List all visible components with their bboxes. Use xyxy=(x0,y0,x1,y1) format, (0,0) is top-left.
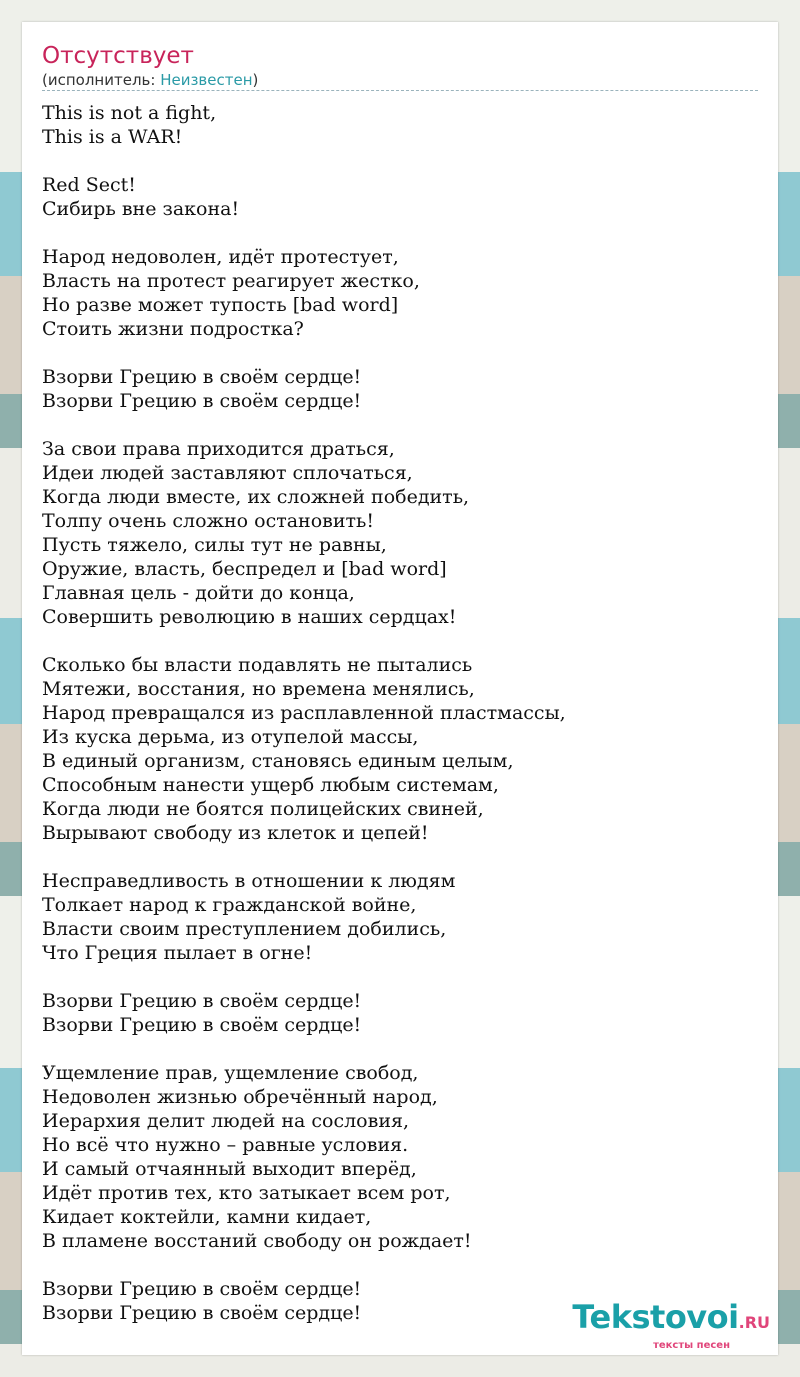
lyrics-line: Сколько бы власти подавлять не пытались xyxy=(42,654,473,676)
lyrics-stanza xyxy=(42,101,566,149)
lyrics-line: Совершить революцию в наших сердцах! xyxy=(42,606,457,628)
lyrics-line: Из куска дерьма, из отупелой массы, xyxy=(42,726,419,748)
logo-word: Tekstovoi xyxy=(572,1298,739,1336)
lyrics-line: Но разве может тупость [bad word] xyxy=(42,294,399,316)
lyrics-line: Сибирь вне закона! xyxy=(42,198,240,220)
logo-tagline: тексты песен xyxy=(653,1340,730,1351)
lyrics-line: Оружие, власть, беспредел и [bad word] xyxy=(42,558,447,580)
artist-prefix: (исполнитель: xyxy=(42,71,161,89)
lyrics-line: Вырывают свободу из клеток и цепей! xyxy=(42,822,429,844)
lyrics-stanza xyxy=(42,869,566,965)
lyrics-line: This is not a fight, xyxy=(42,102,217,124)
lyrics-line: Взорви Грецию в своём сердце! xyxy=(42,1014,362,1036)
lyrics-stanza xyxy=(42,365,566,413)
lyrics-line: И самый отчаянный выходит вперёд, xyxy=(42,1158,417,1180)
lyrics-line: Что Греция пылает в огне! xyxy=(42,942,313,964)
lyrics-line: Red Sect! xyxy=(42,174,136,196)
artist-link[interactable]: Неизвестен xyxy=(160,71,253,89)
lyrics-stanza xyxy=(42,989,566,1037)
lyrics-line: Взорви Грецию в своём сердце! xyxy=(42,990,362,1012)
lyrics-line: Стоить жизни подростка? xyxy=(42,318,304,340)
lyrics-line: Толкает народ к гражданской войне, xyxy=(42,894,417,916)
artist-line xyxy=(42,71,258,89)
site-logo[interactable] xyxy=(572,1300,770,1351)
lyrics-line: Народ недоволен, идёт протестует, xyxy=(42,246,399,268)
lyrics-stanza xyxy=(42,653,566,845)
lyrics-line: Мятежи, восстания, но времена менялись, xyxy=(42,678,475,700)
lyrics-line: Иерархия делит людей на сословия, xyxy=(42,1110,410,1132)
logo-tld: .RU xyxy=(738,1313,770,1332)
lyrics-line: Главная цель - дойти до конца, xyxy=(42,582,355,604)
lyrics-line: Когда люди не боятся полицейских свиней, xyxy=(42,798,484,820)
lyrics-stanza xyxy=(42,1277,566,1325)
lyrics-line: В пламене восстаний свободу он рождает! xyxy=(42,1230,472,1252)
lyrics-line: Власть на протест реагирует жестко, xyxy=(42,270,420,292)
lyrics-line: Ущемление прав, ущемление свобод, xyxy=(42,1062,419,1084)
lyrics-line: Пусть тяжело, силы тут не равны, xyxy=(42,534,387,556)
lyrics-line: Взорви Грецию в своём сердце! xyxy=(42,1302,362,1324)
lyrics-line: Несправедливость в отношении к людям xyxy=(42,870,456,892)
lyrics-line: Толпу очень сложно остановить! xyxy=(42,510,374,532)
lyrics-line: Кидает коктейли, камни кидает, xyxy=(42,1206,372,1228)
lyrics-line: В единый организм, становясь единым целым, xyxy=(42,750,514,772)
lyrics-line: Идеи людей заставляют сплочаться, xyxy=(42,462,413,484)
lyrics-line: This is a WAR! xyxy=(42,126,183,148)
lyrics-line: Взорви Грецию в своём сердце! xyxy=(42,366,362,388)
lyrics-line: Власти своим преступлением добились, xyxy=(42,918,447,940)
lyrics-page xyxy=(22,22,778,1355)
lyrics-line: Способным нанести ущерб любым системам, xyxy=(42,774,499,796)
lyrics-line: Когда люди вместе, их сложней победить, xyxy=(42,486,470,508)
lyrics-line: Но всё что нужно – равные условия. xyxy=(42,1134,409,1156)
lyrics-line: Народ превращался из расплавленной пластмассы, xyxy=(42,702,566,724)
song-title: Отсутствует xyxy=(42,43,194,69)
lyrics-line: Взорви Грецию в своём сердце! xyxy=(42,390,362,412)
title-divider xyxy=(42,90,758,91)
lyrics-stanza xyxy=(42,245,566,341)
lyrics-stanza xyxy=(42,173,566,221)
lyrics-line: Недоволен жизнью обречённый народ, xyxy=(42,1086,438,1108)
lyrics-stanza xyxy=(42,437,566,629)
lyrics-line: Взорви Грецию в своём сердце! xyxy=(42,1278,362,1300)
artist-suffix: ) xyxy=(252,71,259,89)
lyrics-text xyxy=(42,101,566,1325)
logo-main xyxy=(572,1300,770,1340)
lyrics-line: За свои права приходится драться, xyxy=(42,438,395,460)
lyrics-line: Идёт против тех, кто затыкает всем рот, xyxy=(42,1182,451,1204)
lyrics-stanza xyxy=(42,1061,566,1253)
